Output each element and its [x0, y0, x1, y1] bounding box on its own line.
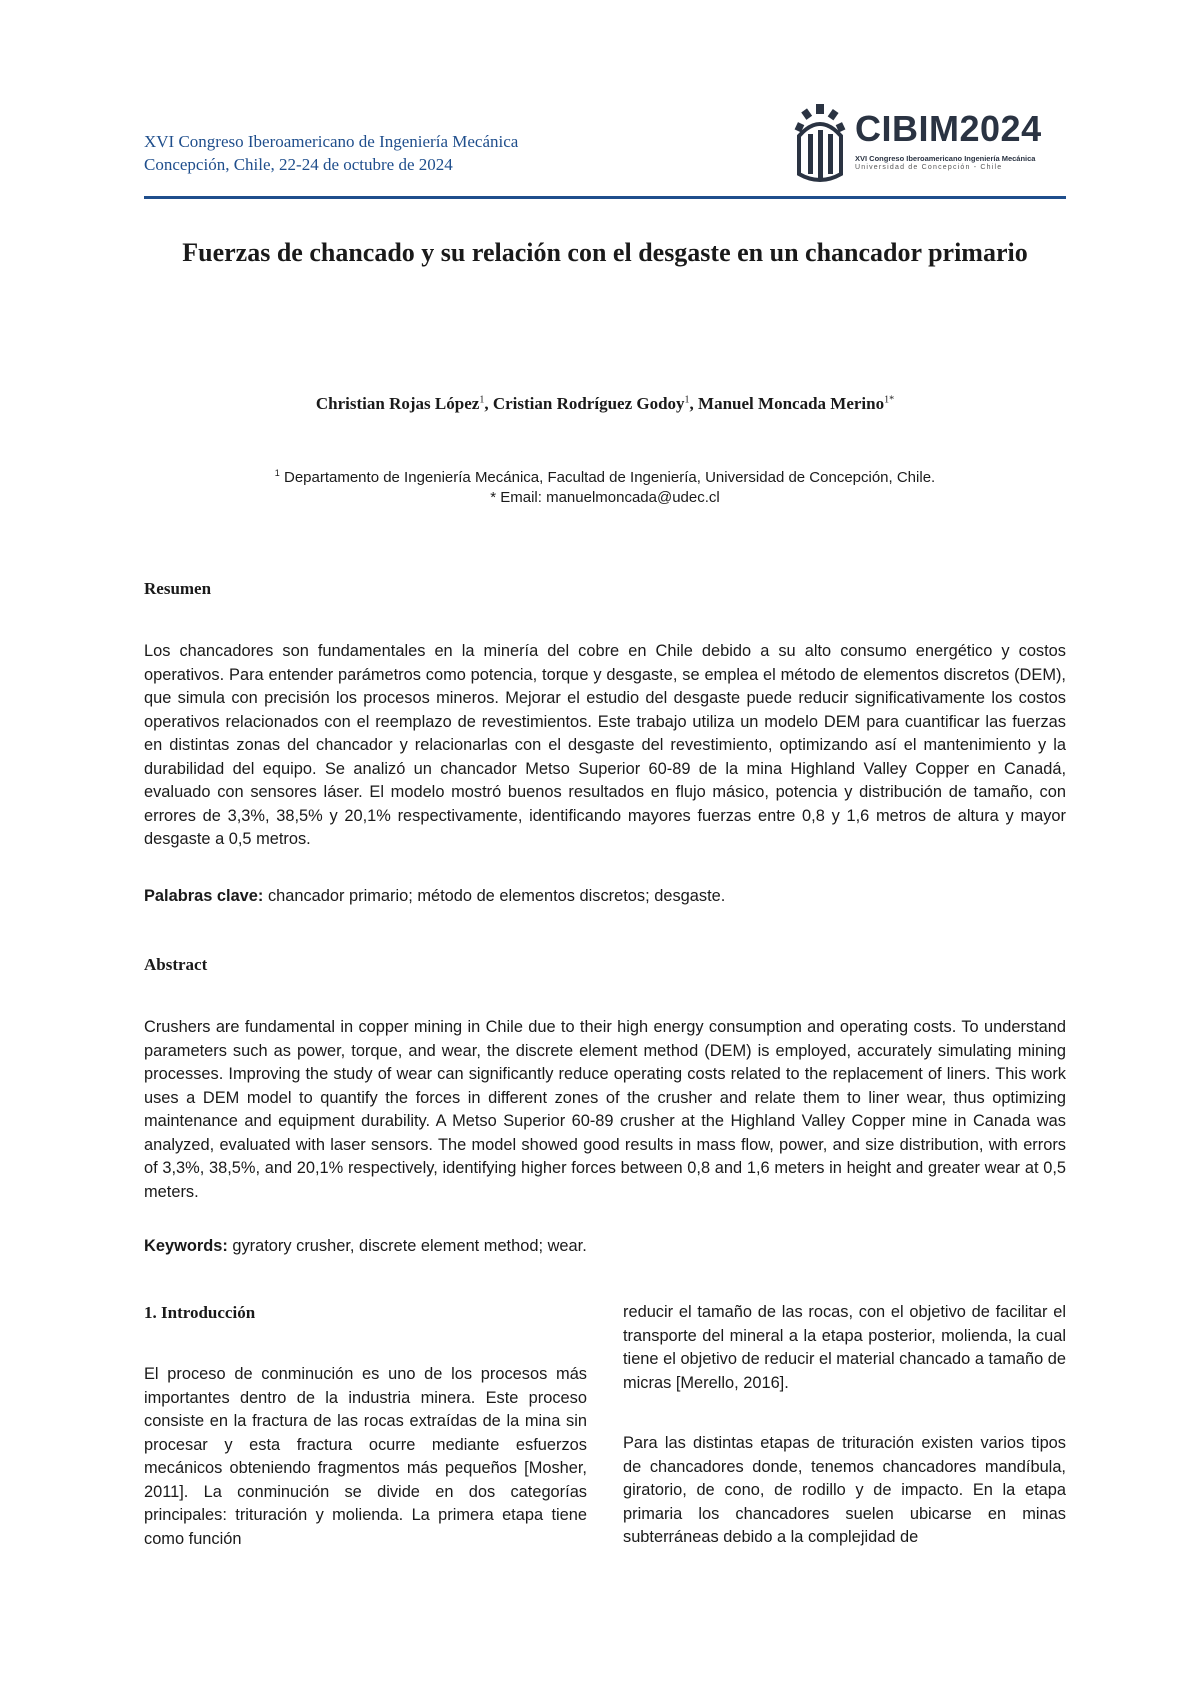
abstract-text: Crushers are fundamental in copper mining in Chile due to their high energy consumption and operating costs. To understand parameters such as power, torque, and wear, the discrete element method (DEM) is employed, accurately simulating mining processes. Improving the study of wear can significantly reduce operating costs related to the replacement of liners. This work uses a DEM model to quantify the forces in different zones of the crusher and relate them to liner wear, thus optimizing maintenance and equipment durability. A Metso Superior 60-89 crusher at the Highland Valley Copper mine in Canada was analyzed, evaluated with laser sensors. The model showed good results in mass flow, power, and size distribution, with errors of 3,3%, 38,5%, and 20,1% respectively, identifying higher forces between 0,8 and 1,6 meters in height and greater wear at 0,5 meters. [144, 1018, 1066, 1201]
author-affil-mark: 1* [884, 394, 895, 406]
resumen-keywords [144, 887, 1066, 906]
paper-title: Fuerzas de chancado y su relación con el desgaste en un chancador primario [182, 238, 1028, 267]
abstract-keywords [144, 1237, 1066, 1256]
affil-department: Departamento de Ingeniería Mecánica, Facultad de Ingeniería, Universidad de Concepción, Chile. [283, 469, 936, 486]
logo-year: 2024 [959, 108, 1042, 149]
intro-right-paragraph-1: reducir el tamaño de las rocas, con el objetivo de facilitar el transporte del mineral a la etapa posterior, molienda, la cual tiene el objetivo de reducir el material chancado a tamaño de micras [Merello, 2016]. [623, 1303, 1066, 1392]
logo-wordmark [855, 108, 1042, 150]
author-name: Cristian Rodríguez Godoy [492, 394, 685, 413]
page-header [144, 108, 1066, 200]
cibim-logo [791, 102, 1066, 186]
author-affil-mark: 1 [684, 394, 690, 406]
affiliation [144, 463, 1066, 508]
keywords-label: Keywords: [144, 1237, 228, 1255]
keywords-label: Palabras clave: [144, 887, 264, 905]
keywords-value: gyratory crusher, discrete element method; wear. [232, 1237, 587, 1255]
author-affil-mark: 1 [479, 394, 485, 406]
corresponding-email[interactable]: * Email: manuelmoncada@udec.cl [490, 489, 720, 506]
logo-name: CIBIM [855, 108, 960, 149]
intro-heading: 1. Introducción [144, 1303, 256, 1322]
author-name: Manuel Moncada Merino [698, 394, 885, 413]
conference-location-date: Concepción, Chile, 22-24 de octubre de 2024 [144, 155, 453, 174]
author-list: Christian Rojas López$^1$, Cristian Rodríguez Godoy$^1$, Manuel Moncada Merino$^{1*}$ [315, 394, 895, 413]
abstract-heading: Abstract [144, 955, 208, 974]
intro-left-paragraph: El proceso de conminución es uno de los procesos más importantes dentro de la industria minera. Este proceso consiste en la fractura de las rocas extraídas de la mina sin procesar y esta fractura ocurre mediante esfuerzos mecánicos obteniendo fragmentos más pequeños [Mosher, 2011]. La conminución se divide en dos categorías principales: trituración y molienda. La primera etapa tiene como función [144, 1365, 587, 1548]
resumen-text: Los chancadores son fundamentales en la minería del cobre en Chile debido a su alto consumo energético y costos operativos. Para entender parámetros como potencia, torque y desgaste, se emplea el método de elementos discretos (DEM), que simula con precisión los procesos mineros. Mejorar el estudio del desgaste puede reducir significativamente los costos operativos relacionados con el reemplazo de revestimientos. Este trabajo utiliza un modelo DEM para cuantificar las fuerzas en distintas zonas del chancador y relacionarlas con el desgaste del revestimiento, optimizando así el mantenimiento y la durabilidad del equipo. Se analizó un chancador Metso Superior 60-89 de la mina Highland Valley Copper en Canadá, evaluado con sensores láser. El modelo mostró buenos resultados en flujo másico, potencia y distribución de tamaño, con errores de 3,3%, 38,5% y 20,1% respectivamente, identificando mayores fuerzas entre 0,8 y 1,6 metros de altura y mayor desgaste a 0,5 metros. [144, 642, 1066, 848]
affil-mark: 1 [274, 468, 280, 478]
author-name: Christian Rojas López [315, 394, 480, 413]
keywords-value: chancador primario; método de elementos discretos; desgaste. [267, 887, 726, 905]
conference-name: XVI Congreso Iberoamericano de Ingeniería Mecánica [144, 132, 519, 151]
logo-university: Universidad de Concepción - Chile [855, 164, 1003, 171]
header-divider [144, 196, 1066, 199]
intro-right-paragraph-2: Para las distintas etapas de trituración existen varios tipos de chancadores donde, tenemos chancadores mandíbula, giratorio, de cono, de rodillo y de impacto. En la etapa primaria los chancadores suelen ubicarse en minas subterráneas debido a la complejidad de [623, 1434, 1066, 1546]
logo-subtitle: XVI Congreso Iberoamericano Ingeniería Mecánica [855, 154, 1036, 163]
resumen-heading: Resumen [144, 579, 212, 598]
cibim-emblem-icon [791, 102, 849, 186]
